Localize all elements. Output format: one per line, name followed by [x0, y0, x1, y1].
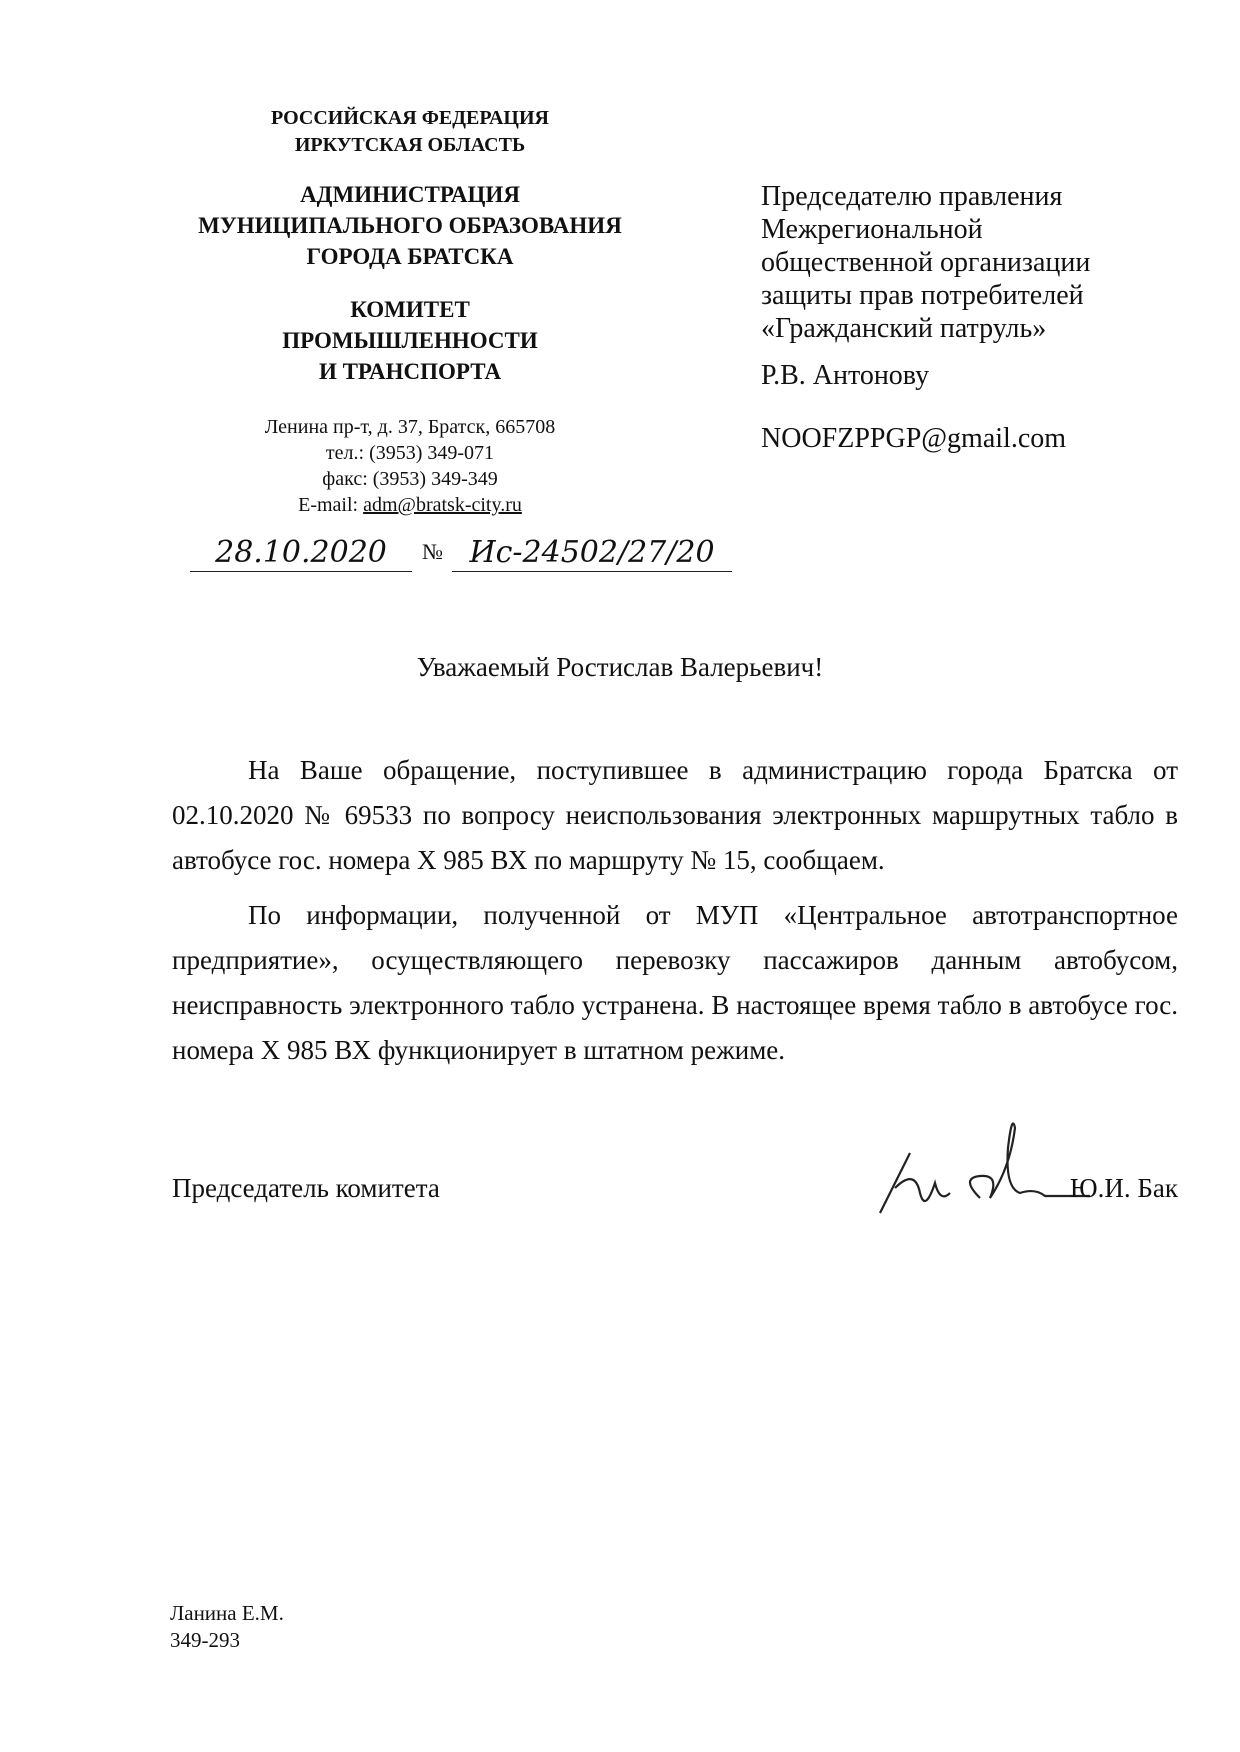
committee-line-1: КОМИТЕТ	[350, 297, 470, 322]
fax: факс: (3953) 349-349	[322, 468, 498, 490]
salutation: Уважаемый Ростислав Валерьевич!	[416, 652, 824, 682]
phone: тел.: (3953) 349-071	[325, 442, 495, 464]
country-line: РОССИЙСКАЯ ФЕДЕРАЦИЯ	[270, 107, 549, 129]
recipient-name: Р.В. Антонову	[761, 360, 930, 391]
recipient-line-2: Межрегиональной	[761, 214, 983, 245]
signature-block	[172, 1173, 1178, 1233]
recipient-block	[761, 180, 1181, 455]
org-line-2: МУНИЦИПАЛЬНОГО ОБРАЗОВАНИЯ	[198, 213, 622, 238]
email-link[interactable]: adm@bratsk-city.ru	[363, 494, 522, 516]
recipient-line-3: общественной организации	[761, 247, 1091, 278]
committee-line-3: И ТРАНСПОРТА	[318, 359, 502, 384]
registration-line	[190, 535, 750, 575]
committee-name	[170, 294, 650, 387]
registration-number-label: №	[422, 539, 443, 564]
registration-number: Ис-24502/27/20	[452, 535, 732, 572]
org-line-3: ГОРОДА БРАТСКА	[306, 244, 514, 269]
body-paragraph-1: На Ваше обращение, поступившее в администрацию города Братска от 02.10.2020 № 69533 по вопросу неиспользования электронных маршрутных табло в автобусе гос. номера Х 985 ВХ по маршруту № 15, сообщаем.	[172, 755, 1178, 875]
region-line: ИРКУТСКАЯ ОБЛАСТЬ	[294, 134, 526, 156]
letter-body	[172, 748, 1178, 1083]
administration-name	[170, 179, 650, 272]
org-line-1: АДМИНИСТРАЦИЯ	[300, 182, 520, 207]
email-label: E-mail:	[298, 494, 364, 516]
handwritten-signature	[840, 1108, 1090, 1228]
email-row	[170, 492, 650, 518]
letterhead	[170, 105, 650, 518]
signatory-position: Председатель комитета	[172, 1173, 440, 1203]
body-paragraph-2: По информации, полученной от МУП «Центральное автотранспортное предприятие», осуществляющего перевозку пассажиров данным автобусом, неисправность электронного табло устранена. В настоящее время табло в автобусе гос. номера Х 985 ВХ функционирует в штатном режиме.	[172, 900, 1178, 1065]
signatory-name: Ю.И. Бак	[1069, 1173, 1178, 1203]
registration-date: 28.10.2020	[190, 535, 412, 572]
recipient-line-4: защиты прав потребителей	[761, 280, 1084, 311]
contact-details	[170, 414, 650, 518]
executor-block	[170, 1600, 284, 1654]
recipient-line-1: Председателю правления	[761, 181, 1063, 212]
recipient-line-5: «Гражданский патруль»	[761, 313, 1047, 344]
address: Ленина пр-т, д. 37, Братск, 665708	[264, 416, 556, 438]
recipient-email[interactable]: NOOFZPPGP@gmail.com	[761, 423, 1067, 454]
executor-phone: 349-293	[170, 1628, 240, 1652]
executor-name: Ланина Е.М.	[170, 1601, 284, 1625]
committee-line-2: ПРОМЫШЛЕННОСТИ	[282, 328, 538, 353]
